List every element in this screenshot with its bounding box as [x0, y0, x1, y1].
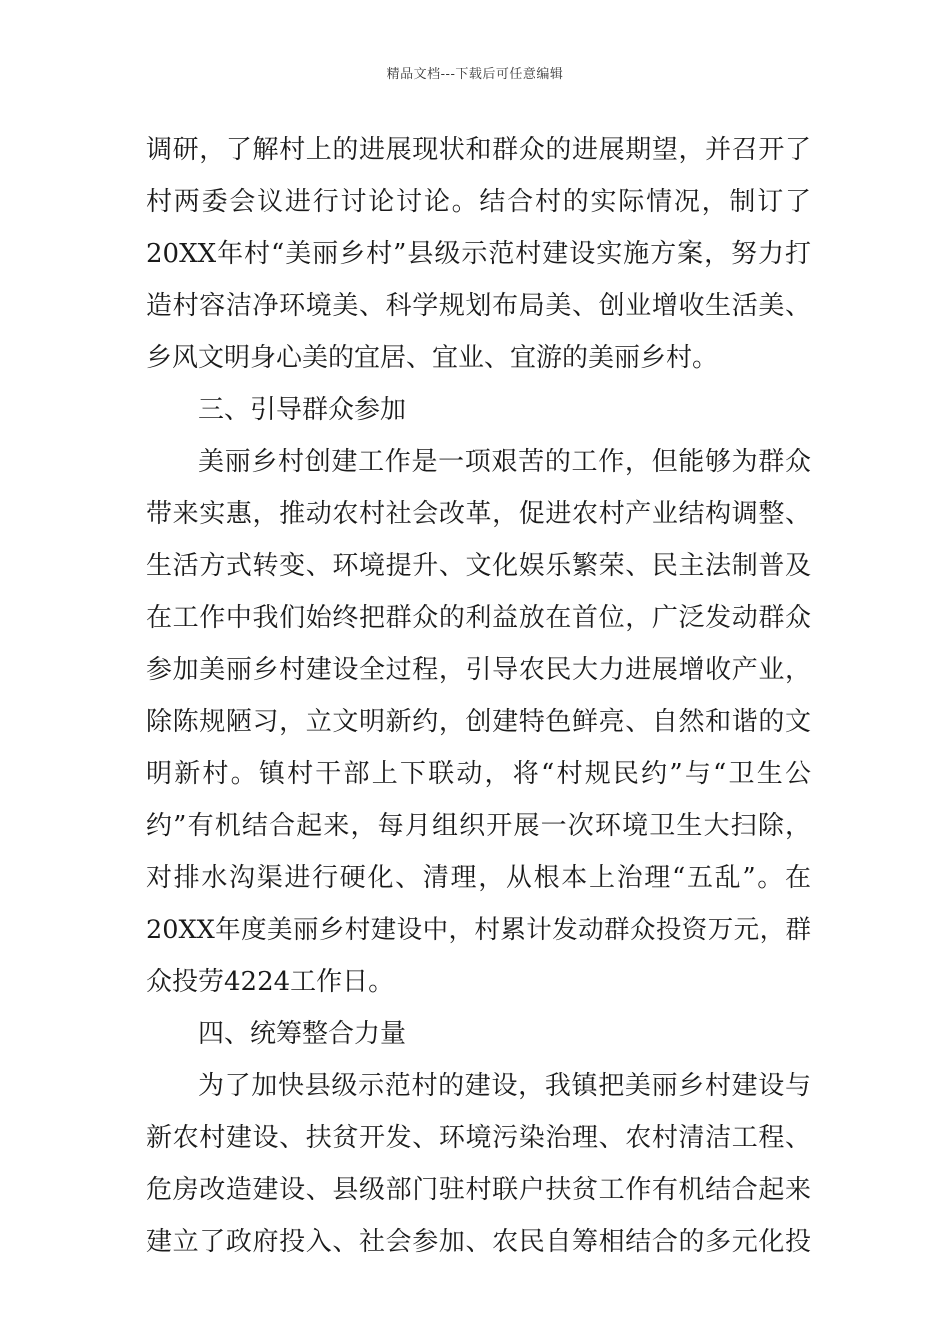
text-line: 危房改造建设、县级部门驻村联户扶贫工作有机结合起来 [146, 1175, 811, 1205]
text-line: 美丽乡村创建工作是一项艰苦的工作，但能够为群众 [198, 447, 811, 477]
text-line: 村两委会议进行讨论讨论。结合村的实际情况，制订了 [146, 187, 811, 217]
text-line: 调研，了解村上的进展现状和群众的进展期望，并召开了 [146, 135, 811, 165]
text-line: 除陈规陋习，立文明新约，创建特色鲜亮、自然和谐的文 [146, 707, 811, 737]
text-line: 20XX年度美丽乡村建设中，村累计发动群众投资万元，群 [146, 915, 811, 945]
text-line: 乡风文明身心美的宜居、宜业、宜游的美丽乡村。 [146, 343, 719, 373]
section-heading-4: 四、统筹整合力量 [198, 1019, 407, 1049]
text-line: 明新村。镇村干部上下联动，将“村规民约”与“卫生公 [146, 759, 811, 789]
text-line: 造村容洁净环境美、科学规划布局美、创业增收生活美、 [146, 291, 811, 321]
text-line: 对排水沟渠进行硬化、清理，从根本上治理“五乱”。在 [146, 863, 811, 893]
text-line: 带来实惠，推动农村社会改革，促进农村产业结构调整、 [146, 499, 811, 529]
text-line: 在工作中我们始终把群众的利益放在首位，广泛发动群众 [146, 603, 811, 633]
text-line: 参加美丽乡村建设全过程，引导农民大力进展增收产业， [146, 655, 811, 685]
text-line: 众投劳4224工作日。 [146, 967, 395, 997]
section-heading-3: 三、引导群众参加 [198, 395, 407, 425]
text-line: 建立了政府投入、社会参加、农民自筹相结合的多元化投 [146, 1227, 811, 1257]
text-line: 新农村建设、扶贫开发、环境污染治理、农村清洁工程、 [146, 1123, 811, 1153]
text-line: 20XX年村“美丽乡村”县级示范村建设实施方案，努力打 [146, 239, 811, 269]
text-line: 为了加快县级示范村的建设，我镇把美丽乡村建设与 [198, 1071, 811, 1101]
text-line: 约”有机结合起来，每月组织开展一次环境卫生大扫除， [146, 811, 811, 841]
text-line: 生活方式转变、环境提升、文化娱乐繁荣、民主法制普及 [146, 551, 811, 581]
page-header: 精品文档---下载后可任意编辑 [386, 67, 564, 82]
document-body [146, 124, 811, 1268]
